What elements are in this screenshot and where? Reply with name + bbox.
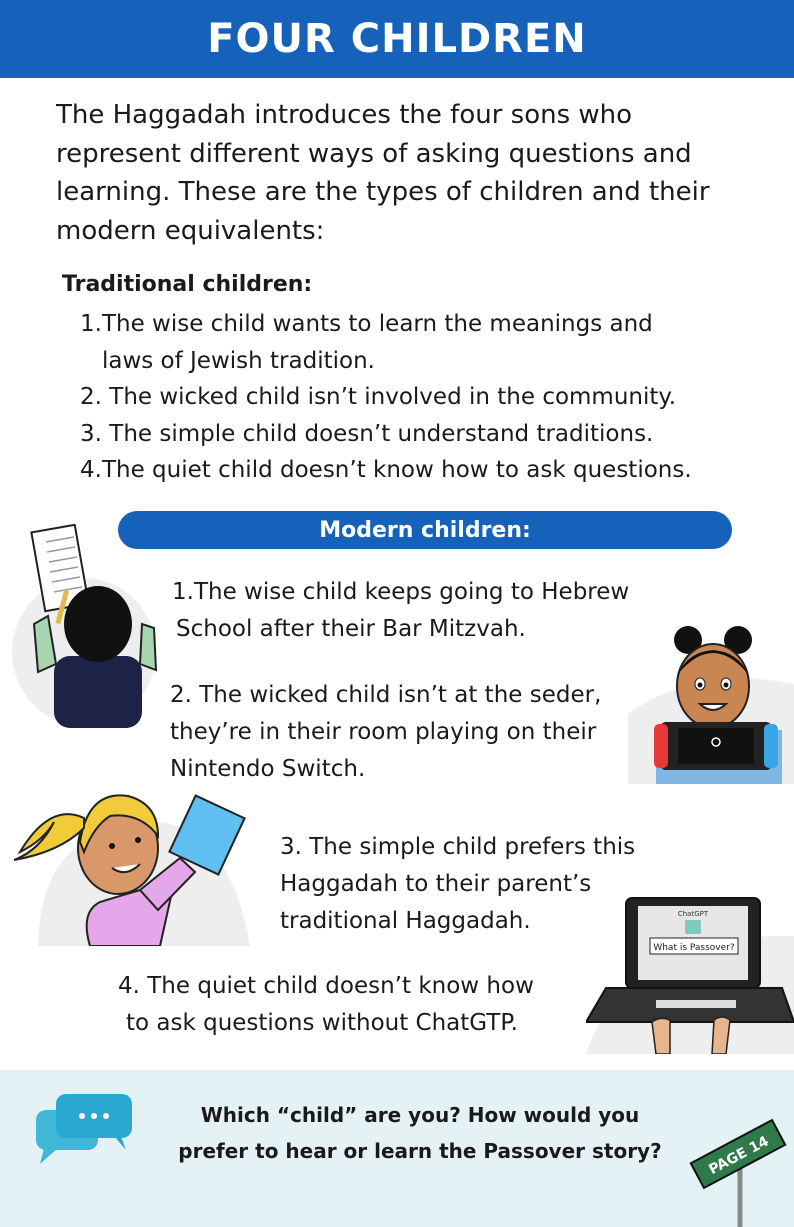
intro-paragraph: The Haggadah introduces the four sons who represent different ways of asking questions and learning. These are the types of children and their modern equivalents: [56,100,710,246]
list-line: traditional Haggadah. [280,908,531,934]
list-line: 4. The quiet child doesn’t know how [118,973,534,999]
modern-item-4 [118,968,588,1042]
list-line: The wise child wants to learn the meanings and [101,311,653,337]
list-line: they’re in their room playing on their [170,719,597,745]
page-title: FOUR CHILDREN [207,16,587,62]
speech-bubble-icon [36,1088,136,1168]
list-line: Nintendo Switch. [170,756,366,782]
laptop-illustration [586,892,794,1054]
chat-prompt-text: What is Passover? [653,943,735,953]
list-item [80,452,760,489]
list-line: Haggadah to their parent’s [280,871,592,897]
list-text: The quiet child doesn’t know how to ask questions. [101,457,692,483]
reflection-question [150,1097,690,1169]
reading-child-illustration [10,782,256,946]
chatgpt-logo-icon [685,920,701,934]
list-text: The wicked child isn’t involved in the community. [109,384,677,410]
list-number: 4. [80,457,102,483]
list-number: 2. [80,384,110,410]
list-line: School after their Bar Mitzvah. [176,616,526,642]
list-line: 2. The wicked child isn’t at the seder, [170,682,602,708]
list-item [80,379,760,416]
gaming-child-illustration [628,624,794,784]
list-number: 1. [80,311,102,337]
list-number: 1. [172,579,194,605]
list-line: laws of Jewish tradition. [101,347,375,374]
list-item [80,416,760,453]
list-line: The wise child keeps going to Hebrew [193,579,630,605]
list-line: 3. The simple child prefers this [280,834,636,860]
question-line: Which “child” are you? How would you [200,1103,640,1127]
modern-item-2 [170,677,640,788]
page-number-text: PAGE 14 [706,1133,772,1179]
modern-heading-pill: Modern children: [118,511,732,549]
chatgpt-label: ChatGPT [677,910,709,918]
list-line: to ask questions without ChatGTP. [126,1010,518,1036]
traditional-list [80,306,760,489]
list-item [80,306,760,379]
list-number: 3. [80,420,110,447]
studying-child-illustration [8,524,166,728]
page-number-sign [688,1118,788,1227]
list-text: The simple child doesn’t understand traditions. [109,420,654,447]
list-text [102,306,653,379]
question-line: prefer to hear or learn the Passover story? [178,1139,662,1163]
modern-item-1 [172,574,692,648]
title-banner [0,0,794,78]
traditional-heading: Traditional children: [62,272,313,297]
